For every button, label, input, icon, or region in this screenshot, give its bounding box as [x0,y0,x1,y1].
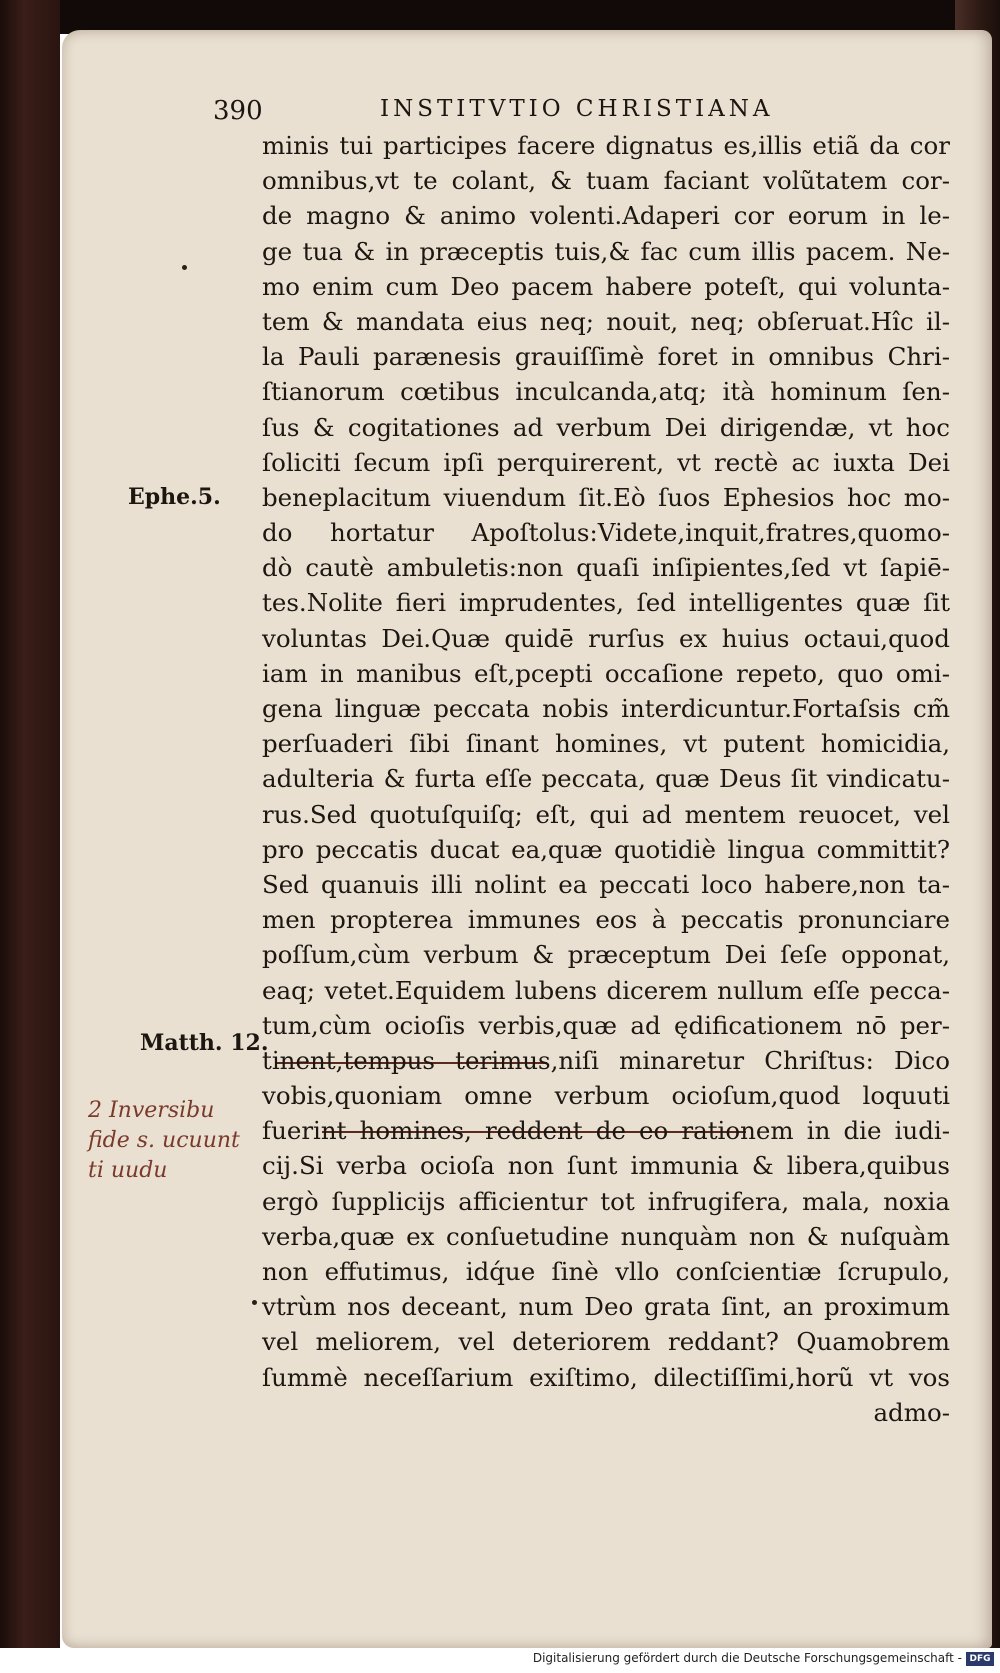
text-line: non effutimus, idq́ue ſinè vllo conſcientiæ ſcrupulo, [262,1257,950,1286]
text-line: minis tui participes facere dignatus es,illis etiã da cor [262,131,950,160]
running-head: INSTITVTIO CHRISTIANA [380,96,774,122]
ink-dot [252,1300,257,1305]
text-line: pro peccatis ducat ea,quæ quotidiè lingua committit? [262,834,950,864]
text-line: ſummè neceſſarium exiſtimo, dilectiſſimi,horũ vt vos [262,1362,950,1392]
text-line: Sed quanuis illi nolint ea peccati loco habere,non ta- [262,869,950,899]
text-line: beneplacitum viuendum ſit.Eò ſuos Ephesios hoc mo- [262,482,950,512]
text-line: adulteria & furta eſſe peccata, quæ Deus ſit vindicatu- [262,764,950,794]
text-line: iam in manibus eſt,pcepti occaſione repeto, quo omi- [262,658,950,688]
text-line: omnibus,vt te colant, & tuam faciant volũtatem cor- [262,166,950,196]
text-line: men propterea immunes eos à peccatis pronunciare [262,905,950,935]
text-line: gena linguæ peccata nobis interdicuntur.Fortaſsis cm̃ [262,694,950,723]
handwriting-line: fide s. ucuunt [88,1128,240,1153]
text-line: tes.Nolite fieri imprudentes, ſed intelligentes quæ ſit [262,588,950,618]
catchword: admo- [873,1397,950,1427]
text-line: poſſum,cùm verbum & præceptum Dei ſeſe opponat, [262,940,950,970]
text-line: voluntas Dei.Quæ quidē rurſus ex huius octaui,quod [262,623,950,653]
text-line: vobis,quoniam omne verbum ocioſum,quod loquuti [262,1081,950,1111]
handwriting-line: 2 Inversibu [88,1098,215,1123]
text-line: cij.Si verba ocioſa non ſunt immunia & libera,quibus [262,1151,950,1181]
text-line: vel meliorem, vel deteriorem reddant? Quamobrem [262,1327,950,1357]
text-line: vtrùm nos deceant, num Deo grata ſint, an proximum [262,1292,950,1322]
text-line: fuerint homines, reddent de eo rationem in die iudi- [262,1116,950,1146]
text-line: verba,quæ ex conſuetudine nunquàm non & nuſquàm [262,1221,950,1251]
text-line: ſtianorum cœtibus inculcanda,atq; ità hominum ſen- [262,377,950,407]
text-line: ergò ſupplicijs afficientur tot infrugifera, mala, noxia [262,1186,950,1216]
handwritten-marginal-note [88,1096,288,1186]
text-line: ſus & cogitationes ad verbum Dei dirigendæ, vt hoc [262,412,950,442]
scan-top-background [0,0,1000,34]
margin-reference-ephesians: Ephe.5. [128,484,221,510]
text-line: tum,cùm ocioſis verbis,quæ ad ędificationem nō per- [262,1010,950,1040]
text-line: dò cautè ambuletis:non quaſi inſipientes,ſed vt ſapiē- [262,553,950,583]
text-line: tinent,tempus terimus,niſi minaretur Chriſtus: Dico [262,1045,950,1075]
text-line: eaq; vetet.Equidem lubens dicerem nullum eſſe pecca- [262,975,950,1005]
dfg-logo: DFG [966,1652,994,1666]
ink-dot [182,265,187,270]
page-number: 390 [213,96,263,126]
text-line: perſuaderi ſibi ſinant homines, vt putent homicidia, [262,729,950,759]
text-line: tem & mandata eius neq; nouit, neq; obſeruat.Hîc il- [262,306,950,336]
handwriting-line: ti uudu [88,1158,168,1183]
text-line: la Pauli parænesis grauiſſimè foret in omnibus Chri- [262,342,950,372]
text-line: de magno & animo volenti.Adaperi cor eorum in le- [262,201,950,231]
digitization-credit: Digitalisierung gefördert durch die Deutsche Forschungsgemeinschaft - [532,1651,962,1665]
book-spine-edge [0,0,60,1648]
text-line: mo enim cum Deo pacem habere poteſt, qui volunta- [262,271,950,301]
text-line: ge tua & in præceptis tuis,& fac cum illis pacem. Ne- [262,236,950,266]
text-line: ſoliciti ſecum ipſi perquirerent, vt rectè ac iuxta Dei [262,447,950,477]
text-line: do hortatur Apoſtolus:Videte,inquit,fratres,quomo- [262,518,950,548]
body-text [262,128,950,1430]
text-line: rus.Sed quotuſquiſq; eſt, qui ad mentem reuocet, vel [262,799,950,829]
margin-reference-matthew: Matth. 12. [140,1030,269,1056]
